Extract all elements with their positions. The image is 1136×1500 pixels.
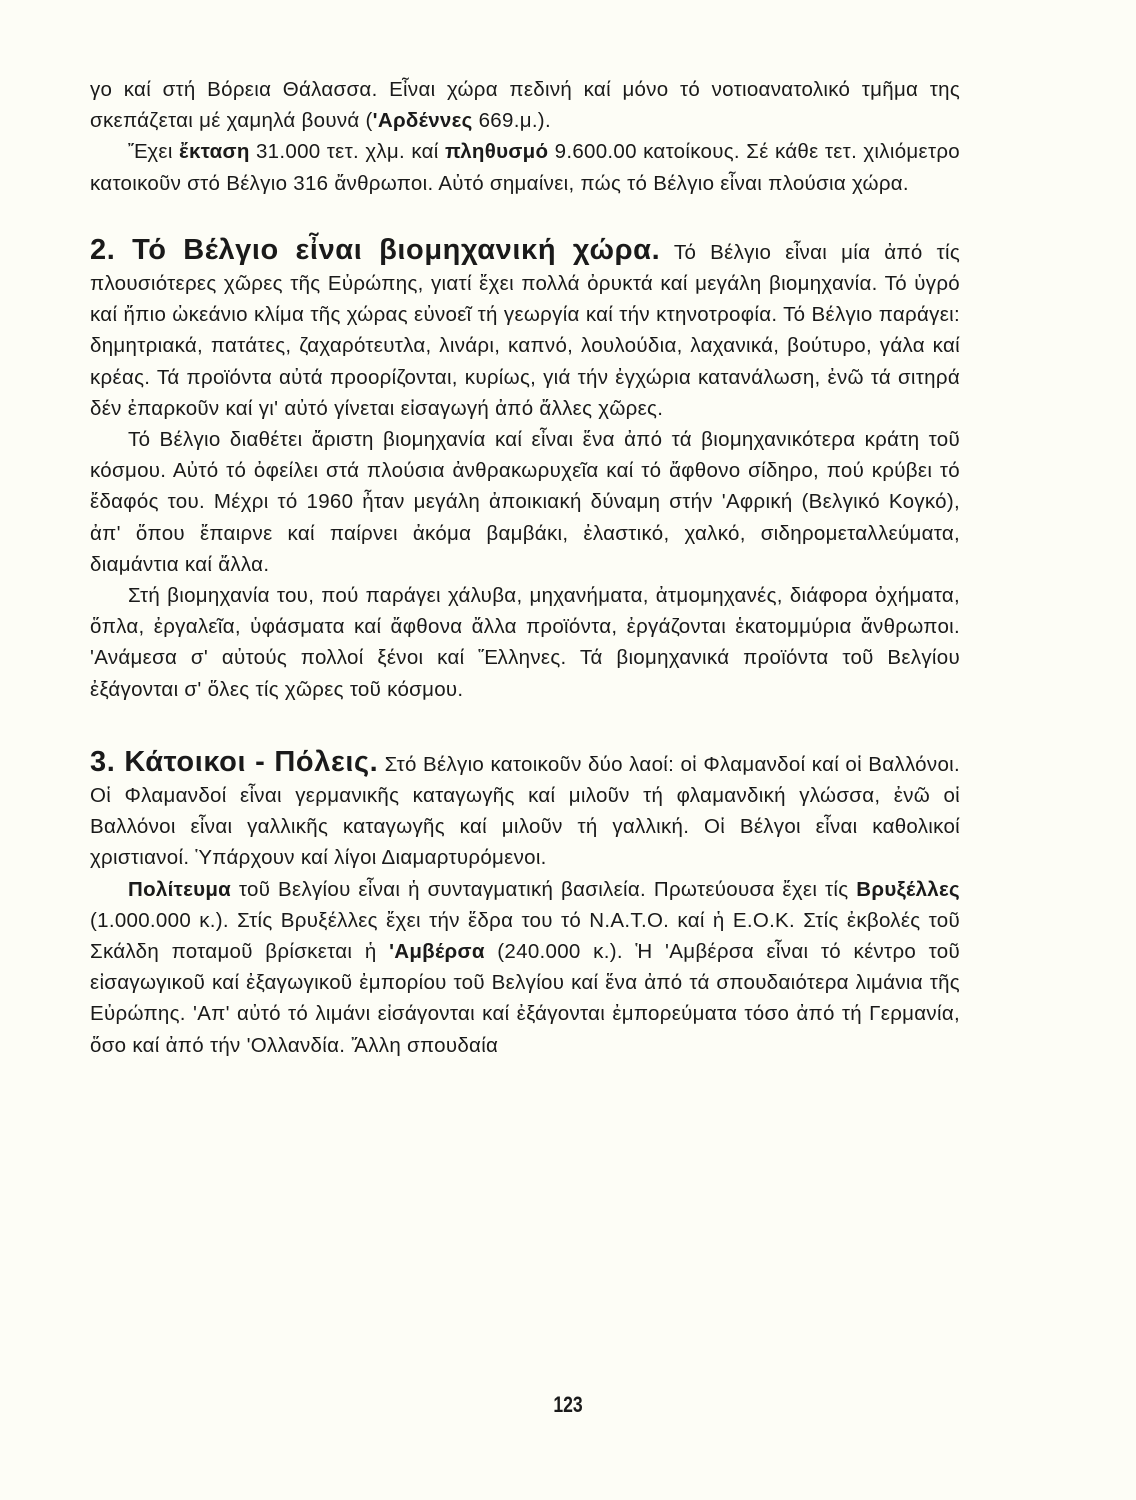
paragraph-section-2-intro <box>90 235 960 424</box>
bold-term-population: πληθυσμό <box>444 140 549 164</box>
section-heading-industrial-country: 2. Τό Βέλγιο εἶναι βιομηχανική χώρα. <box>90 233 661 266</box>
paragraph-government-cities <box>90 874 960 1061</box>
text-run: (1.000.000 κ.). Στίς Βρυξέλλες ἔχει τήν ἕδρα του τό Ν.Α.Τ.Ο. καί ἡ Ε.Ο.Κ. Στίς ἐκβολές τοῦ Σκάλδη ποταμοῦ βρίσκεται ἡ <box>90 908 960 964</box>
bold-term-government: Πολίτευμα <box>128 877 232 901</box>
bold-term-ardennes: 'Αρδέννες <box>372 109 473 133</box>
page-number: 123 <box>553 1392 583 1417</box>
bold-term-brussels: Βρυξέλλες <box>856 877 960 901</box>
paragraph-industry-products: Στή βιομηχανία του, πού παράγει χάλυβα, μηχανήματα, ἀτμομηχανές, διάφορα ὀχήματα, ὅπλα, ἐργαλεῖα, ὑφάσματα καί ἄφθονα ἄλλα προϊόντα, ἐργάζονται ἑκατομμύρια ἄνθρωποι. 'Ανάμεσα σ' αὐτούς πολλοί ξένοι καί Ἕλληνες. Τά βιομηχανικά προϊόντα τοῦ Βελγίου ἐξάγονται σ' ὅλες τίς χῶρες τοῦ κόσμου. <box>90 584 960 701</box>
paragraph-industry: Τό Βέλγιο διαθέτει ἄριστη βιομηχανία καί εἶναι ἕνα ἀπό τά βιομηχανικότερα κράτη τοῦ κόσμου. Αὐτό τό ὀφείλει στά πλούσια ἀνθρακωρυχεῖα καί τό ἄφθονο σίδηρο, πού κρύβει τό ἔδαφός του. Μέχρι τό 1960 ἦταν μεγάλη ἀποικιακή δύναμη στήν 'Αφρική (Βελγικό Κογκό), ἀπ' ὅπου ἔπαιρνε καί παίρνει ἀκόμα βαμβάκι, ἐλαστικό, χαλκό, σιδηρομεταλλεύματα, διαμάντια καί ἄλλα. <box>90 428 960 576</box>
text-run: Ἔχει <box>128 140 179 164</box>
bold-term-antwerp: 'Αμβέρσα <box>389 940 485 964</box>
text-run: 9.600.00 κατοίκους. Σέ κάθε τετ. χιλιόμετρο κατοικοῦν στό Βέλγιο 316 ἄνθρωποι. Αὐτό σημαίνει, πώς τό Βέλγιο εἶναι πλούσια χώρα. <box>90 140 961 195</box>
text-run: (240.000 κ.). Ἡ 'Αμβέρσα εἶναι τό κέντρο τοῦ εἰσαγωγικοῦ καί ἐξαγωγικοῦ ἐμπορίου τοῦ Βελγίου καί ἕνα ἀπό τά σπουδαιότερα λιμάνια τῆς Εὐρώπης. 'Απ' αὐτό τό λιμάνι εἰσάγονται καί ἐξάγονται ἐμπορεύματα τόσο ἀπό τή Γερμανία, ὅσο καί ἀπό τήν 'Ολλανδία. Ἄλλη σπουδαία <box>90 940 960 1057</box>
text-run: Τό Βέλγιο εἶναι μία ἀπό τίς πλουσιότερες χῶρες τῆς Εὐρώπης, γιατί ἔχει πολλά ὀρυκτά καί μεγάλη βιομηχανία. Τό ὑγρό καί ἤπιο ὠκεάνιο κλίμα τῆς χώρας εὐνοεῖ τή γεωργία καί τήν κτηνοτροφία. Τό Βέλγιο παράγει: δημητριακά, πατάτες, ζαχαρότευτλα, λινάρι, καπνό, λουλούδια, λαχανικά, βούτυρο, γάλα καί κρέας. Τά προϊόντα αὐτά προορίζονται, κυρίως, γιά τήν ἐγχώρια κατανάλωση, ἐνῶ τά σιτηρά δέν ἐπαρκοῦν καί γι' αὐτό γίνεται εἰσαγωγή ἀπό ἄλλες χῶρες. <box>90 240 960 420</box>
text-run: τοῦ Βελγίου εἶναι ἡ συνταγματική βασιλεία. Πρωτεύουσα ἔχει τίς <box>231 877 857 901</box>
text-run: 31.000 τετ. χλμ. καί <box>249 140 445 164</box>
paragraph-area-population <box>90 136 960 198</box>
bold-term-area: ἔκταση <box>178 140 250 164</box>
text-run: Στό Βέλγιο κατοικοῦν δύο λαοί: οἱ Φλαμανδοί καί οἱ Βαλλόνοι. Οἱ Φλαμανδοί εἶναι γερμανικῆς καταγωγῆς καί μιλοῦν τή φλαμανδική γλώσσα, ἐνῶ οἱ Βαλλόνοι εἶναι γαλλικῆς καταγωγῆς καί μιλοῦν τή γαλλική. Οἱ Βέλγοι εἶναι καθολικοί χριστιανοί. Ὑπάρχουν καί λίγοι Διαμαρτυρόμενοι. <box>90 752 960 870</box>
section-heading-inhabitants-cities: 3. Κάτοικοι - Πόλεις. <box>90 745 379 778</box>
paragraph-intro-continuation <box>90 74 960 136</box>
text-run: 669.μ.). <box>472 109 551 133</box>
paragraph-section-3-intro <box>90 747 960 874</box>
text-run: γο καί στή Βόρεια Θάλασσα. Εἶναι χώρα πεδινή καί μόνο τό νοτιοανατολικό τμῆμα της σκεπάζεται μέ χαμηλά βουνά ( <box>90 78 960 133</box>
